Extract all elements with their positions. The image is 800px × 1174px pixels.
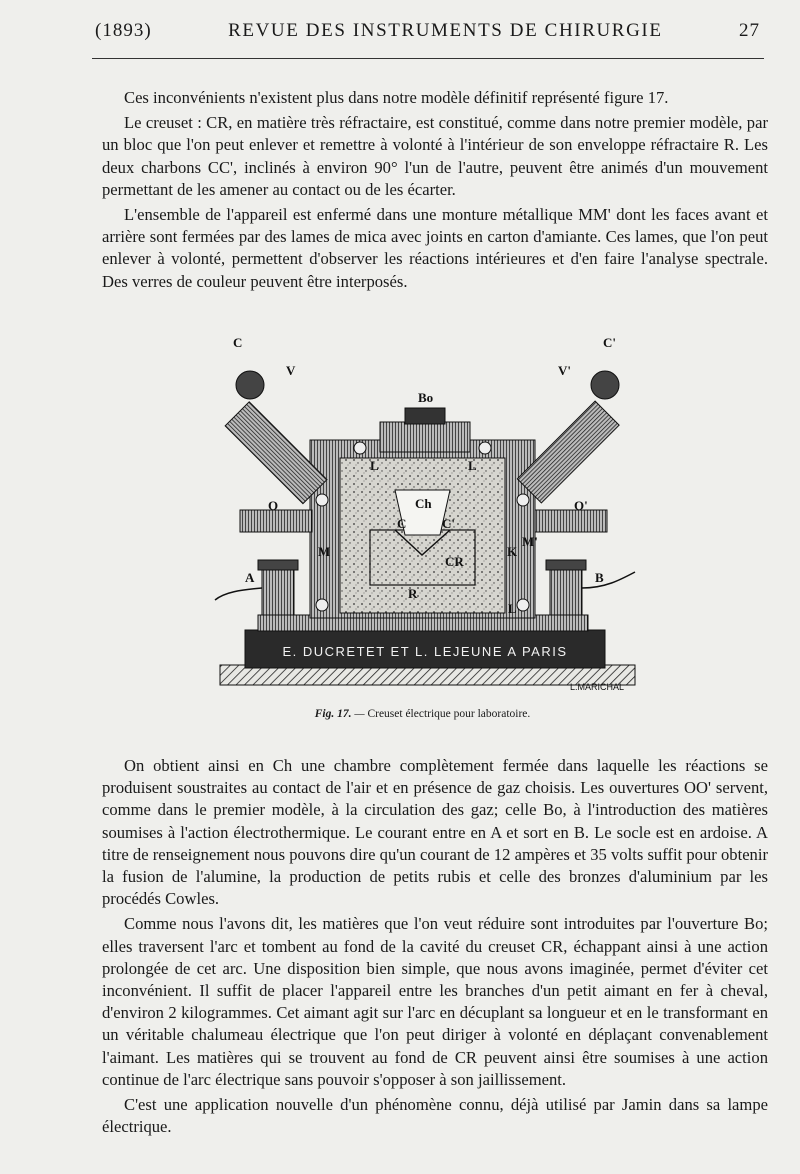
header-title: REVUE DES INSTRUMENTS DE CHIRURGIE bbox=[228, 20, 663, 41]
label-c-prime-inner: C' bbox=[442, 516, 455, 531]
label-o: O bbox=[268, 498, 279, 513]
text-block-top bbox=[102, 87, 768, 293]
label-o-prime: O' bbox=[574, 498, 588, 513]
caption-dash: — bbox=[354, 708, 365, 720]
gas-tube-o bbox=[240, 510, 312, 532]
header-year: (1893) bbox=[95, 20, 152, 41]
label-c-inner: C bbox=[397, 516, 407, 531]
figure-crucible-illustration bbox=[200, 330, 645, 700]
paragraph: L'ensemble de l'appareil est enfermé dans une monture métallique MM' dont les faces avant et arrière sont fermées par des lames de mica avec joints en carton d'amiante. Ces lames, que l'on peut enlever à volonté, permettent d'observer les réactions intérieures et d'en faire l'analyse spectrale. Des verres de couleur peuvent être interposés. bbox=[102, 205, 768, 291]
gas-tube-o-prime bbox=[535, 510, 607, 532]
base-inscription: E. DUCRETET ET L. LEJEUNE A PARIS bbox=[282, 644, 568, 659]
label-k: K bbox=[507, 544, 518, 559]
page-number: 27 bbox=[739, 20, 760, 41]
label-v-prime: V' bbox=[558, 363, 571, 378]
label-l-right: L bbox=[468, 458, 477, 473]
header-rule bbox=[92, 58, 764, 59]
terminal-a bbox=[262, 565, 294, 615]
label-c: C bbox=[233, 335, 243, 350]
label-l-bottom: L bbox=[508, 601, 517, 616]
label-cr: CR bbox=[445, 554, 464, 569]
label-v: V bbox=[286, 363, 296, 378]
caption-number: Fig. 17. bbox=[314, 708, 352, 720]
wire-a bbox=[215, 588, 262, 600]
paragraph: Ces inconvénients n'existent plus dans notre modèle définitif représenté figure 17. bbox=[124, 88, 669, 107]
label-bo: Bo bbox=[418, 390, 434, 405]
label-ch: Ch bbox=[415, 496, 432, 511]
figure-caption bbox=[200, 708, 645, 720]
label-m-prime: M' bbox=[522, 534, 538, 549]
label-c-prime: C' bbox=[603, 335, 616, 350]
electrode-c bbox=[225, 371, 327, 504]
running-header bbox=[95, 20, 760, 50]
feed-opening-bo bbox=[380, 422, 470, 452]
paragraph: C'est une application nouvelle d'un phénomène connu, déjà utilisé par Jamin dans sa lampe électrique. bbox=[102, 1095, 768, 1137]
label-r: R bbox=[408, 586, 418, 601]
wire-b bbox=[582, 572, 635, 588]
caption-text: Creuset électrique pour laboratoire. bbox=[367, 708, 531, 720]
label-b: B bbox=[595, 570, 604, 585]
electrode-c-prime bbox=[517, 371, 619, 503]
label-m: M bbox=[318, 544, 331, 559]
label-l-left: L bbox=[370, 458, 379, 473]
terminal-b bbox=[550, 565, 582, 615]
paragraph: Le creuset : CR, en matière très réfractaire, est constitué, comme dans notre premier modèle, par un bloc que l'on peut enlever et remettre à volonté à l'intérieur de son enveloppe réfractaire R. Les deux charbons CC', inclinés à environ 90° l'un de l'autre, peuvent être animés d'un mouvement permettant de les amener au contact ou de les écarter. bbox=[102, 113, 768, 199]
engraver-signature: L.MARICHAL bbox=[570, 682, 625, 692]
paragraph: On obtient ainsi en Ch une chambre complètement fermée dans laquelle les réactions se produisent soustraites au contact de l'air et en présence de gaz choisis. Les ouvertures OO' servent, comme dans le premier modèle, à la circulation des gaz; celle Bo, à l'introduction des matières soumises à l'action électrothermique. Le courant entre en A et sort en B. Le socle est en ardoise. A titre de renseignement nous pouvons dire qu'un courant de 12 ampères et 35 volts suffit pour obtenir la fusion de l'alumine, la production de petits rubis et celle des bronzes d'aluminium par les procédés Cowles. bbox=[102, 756, 768, 909]
label-a: A bbox=[245, 570, 255, 585]
text-block-bottom bbox=[102, 755, 768, 1138]
paragraph: Comme nous l'avons dit, les matières que l'on veut réduire sont introduites par l'ouverture Bo; elles traversent l'arc et tombent au fond de la cavité du creuset CR, échappant ainsi à une action prolongée de cet arc. Une disposition bien simple, que nous avons imaginée, permet d'éviter cet inconvénient. Il suffit de placer l'appareil entre les branches d'un petit aimant en fer à cheval, d'environ 2 kilogrammes. Cet aimant agit sur l'arc en décuplant sa longueur et en le transformant en un véritable chalumeau électrique que l'on peut diriger à volonté en déplaçant convenablement l'aimant. Les matières qui se trouvent au fond de CR peuvent ainsi être soumises à une action continue de l'arc électrique sans pouvoir s'opposer à son jaillissement. bbox=[102, 914, 768, 1089]
